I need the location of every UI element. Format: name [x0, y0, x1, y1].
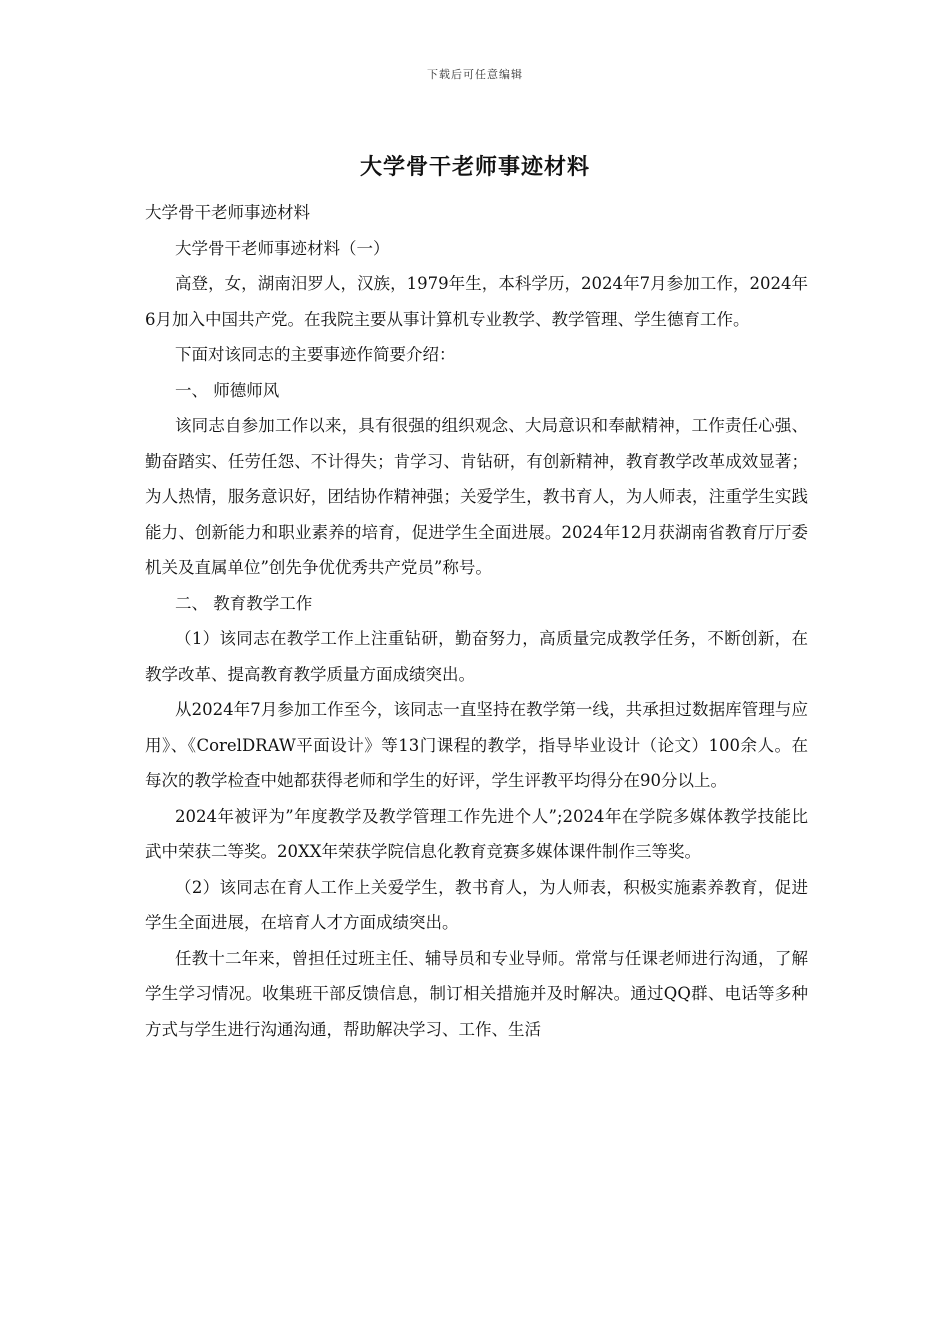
paragraph: 2024年被评为”年度教学及教学管理工作先进个人”;2024年在学院多媒体教学技能比武中荣获二等奖。20XX年荣获学院信息化教育竞赛多媒体课件制作三等奖。 [145, 806, 808, 861]
paragraph: 大学骨干老师事迹材料 [145, 203, 310, 222]
section-heading: 二、 教育教学工作 [175, 593, 313, 613]
paragraph: 任教十二年来，曾担任过班主任、辅导员和专业导师。常常与任课老师进行沟通，了解学生学习情况。收集班干部反馈信息，制订相关措施并及时解决。通过QQ群、电话等多种方式与学生进行沟通沟通，帮助解决学习、工作、生活 [145, 948, 808, 1039]
paragraph: （1）该同志在教学工作上注重钻研，勤奋努力，高质量完成教学任务，不断创新，在教学改革、提高教育教学质量方面成绩突出。 [145, 629, 808, 684]
paragraph: 高登，女，湖南汨罗人，汉族，1979年生，本科学历，2024年7月参加工作，2024年6月加入中国共产党。在我院主要从事计算机专业教学、教学管理、学生德育工作。 [145, 274, 808, 329]
paragraph: （2）该同志在育人工作上关爱学生，教书育人，为人师表，积极实施素养教育，促进学生全面进展，在培育人才方面成绩突出。 [145, 877, 808, 932]
document-title: 大学骨干老师事迹材料 [359, 154, 590, 180]
document-body [145, 195, 808, 1047]
section-heading: 一、 师德师风 [175, 380, 280, 400]
header-note: 下载后可任意编辑 [427, 68, 523, 81]
paragraph: 大学骨干老师事迹材料（一） [175, 238, 390, 258]
paragraph: 该同志自参加工作以来，具有很强的组织观念、大局意识和奉献精神，工作责任心强、勤奋踏实、任劳任怨、不计得失；肯学习、肯钻研，有创新精神，教育教学改革成效显著；为人热情，服务意识好，团结协作精神强；关爱学生，教书育人，为人师表，注重学生实践能力、创新能力和职业素养的培育，促进学生全面进展。2024年12月获湖南省教育厅厅委机关及直属单位”创先争优优秀共产党员”称号。 [145, 416, 808, 577]
paragraph: 从2024年7月参加工作至今，该同志一直坚持在教学第一线，共承担过数据库管理与应用》、《CorelDRAW平面设计》等13门课程的教学，指导毕业设计（论文）100余人。在每次的教学检查中她都获得老师和学生的好评，学生评教平均得分在90分以上。 [145, 700, 808, 790]
paragraph: 下面对该同志的主要事迹作简要介绍： [175, 345, 456, 364]
